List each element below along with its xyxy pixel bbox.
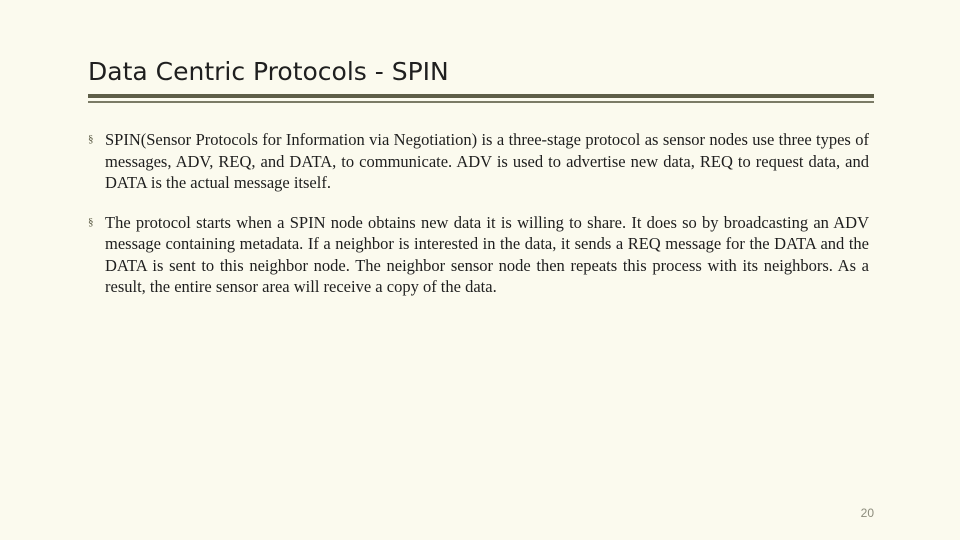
bullet-marker-icon: §	[88, 215, 94, 228]
bullet-marker-icon: §	[88, 133, 94, 145]
bullet-list	[88, 129, 869, 316]
bullet-item-protocol-process	[88, 212, 869, 298]
bullet-item-spin-definition	[88, 129, 869, 194]
slide-title: Data Centric Protocols - SPIN	[88, 57, 449, 86]
title-divider-thin	[88, 101, 874, 103]
bullet-text: The protocol starts when a SPIN node obtains new data it is willing to share. It does so by broadcasting an ADV message containing metadata. If a neighbor is interested in the data, it sends a REQ message for the DATA and the DATA is sent to this neighbor node. The neighbor sensor node then repeats this process with its neighbors. As a result, the entire sensor area will receive a copy of the data.	[105, 212, 869, 296]
bullet-text: SPIN(Sensor Protocols for Information via Negotiation) is a three-stage protocol as sensor nodes use three types of messages, ADV, REQ, and DATA, to communicate. ADV is used to advertise new data, REQ to request data, and DATA is the actual message itself.	[105, 130, 869, 192]
title-divider-thick	[88, 94, 874, 98]
page-number: 20	[860, 506, 874, 520]
title-divider	[88, 94, 874, 103]
